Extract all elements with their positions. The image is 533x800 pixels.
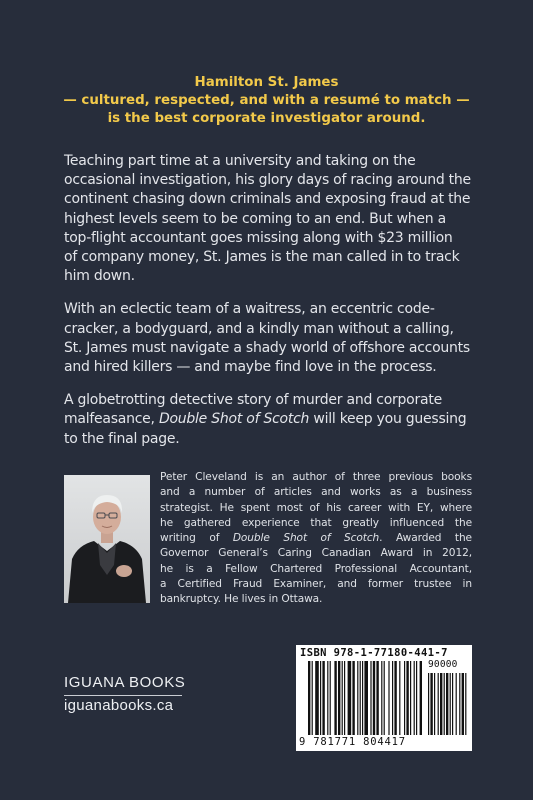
barcode-addon-bar xyxy=(446,673,448,735)
tagline-line-2: — cultured, respected, and with a resumé to match — xyxy=(63,93,470,108)
barcode-bar xyxy=(330,661,331,735)
barcode-addon-bar xyxy=(465,673,466,735)
barcode-bar xyxy=(376,661,378,735)
barcode-bar xyxy=(370,661,371,735)
barcode-bar xyxy=(410,661,411,735)
barcode-bar xyxy=(327,661,328,735)
barcode-addon-bar xyxy=(440,673,442,735)
author-bio xyxy=(160,470,472,608)
barcode-bar xyxy=(384,661,385,735)
synopsis-p2-line: cracker, a bodyguard, and a kindly man without a calling, xyxy=(64,320,454,337)
bio-line: he is a Fellow Chartered Professional Accountant, xyxy=(160,562,472,575)
barcode-bar xyxy=(381,661,382,735)
synopsis-paragraph-2 xyxy=(64,300,474,377)
tagline-line-1: Hamilton St. James xyxy=(194,75,339,90)
bio-line: strategist. He spent most of his career with EY, where xyxy=(160,501,472,514)
bio-line: Peter Cleveland is an author of three previous books xyxy=(160,471,472,483)
synopsis-p3-text: will keep you guessing xyxy=(309,411,467,428)
barcode-addon-bar xyxy=(428,673,429,735)
synopsis-p1-line: top-flight accountant goes missing along with $23 million xyxy=(64,229,453,246)
publisher-url: iguanabooks.ca xyxy=(64,697,174,714)
barcode-bar xyxy=(312,661,313,735)
barcode-bar xyxy=(404,661,405,735)
barcode-bar xyxy=(344,661,345,735)
barcode-bar xyxy=(364,661,368,735)
synopsis-p2-line: St. James must navigate a shady world of offshore accounts xyxy=(64,339,470,356)
barcode-bar xyxy=(406,661,408,735)
barcode-bar xyxy=(322,661,324,735)
synopsis-p1-line: Teaching part time at a university and taking on the xyxy=(64,153,416,169)
barcode-addon-bar xyxy=(462,673,464,735)
barcode-bar xyxy=(348,661,352,735)
tagline-line-3: is the best corporate investigator around. xyxy=(107,111,426,126)
bio-text: . Awarded the xyxy=(379,532,472,545)
bio-line xyxy=(160,531,472,546)
book-title: Double Shot of Scotch xyxy=(232,532,380,545)
barcode-bar xyxy=(338,661,340,735)
barcode-bar xyxy=(357,661,358,735)
isbn-label: ISBN 978-1-77180-441-7 xyxy=(300,647,448,659)
publisher-name: IGUANA BOOKS xyxy=(64,674,186,691)
synopsis xyxy=(64,152,474,463)
bio-line: Governor General’s Caring Canadian Award in 2012, xyxy=(160,547,472,560)
barcode-bar xyxy=(352,661,354,735)
synopsis-p3-line: to the final page. xyxy=(64,430,180,447)
bio-line: he gathered experience that greatly influenced the xyxy=(160,516,472,529)
tagline xyxy=(40,74,493,128)
synopsis-p1-line: occasional investigation, his glory days of racing around the xyxy=(64,172,471,189)
publisher-divider xyxy=(64,695,182,696)
barcode-bar xyxy=(362,661,363,735)
synopsis-p1-line: of company money, St. James is the man called in to track xyxy=(64,249,460,266)
synopsis-paragraph-1 xyxy=(64,152,474,286)
barcode-bar xyxy=(394,661,396,735)
barcode-addon-bar xyxy=(459,673,460,735)
barcode-bar xyxy=(334,661,336,735)
barcode-bar xyxy=(308,661,310,735)
synopsis-p1-line: him down. xyxy=(64,268,135,285)
barcode-addon-bar xyxy=(438,673,439,735)
barcode-bar xyxy=(420,661,422,735)
barcode-bar xyxy=(416,661,417,735)
barcode-bar xyxy=(399,661,400,735)
author-photo xyxy=(64,475,150,603)
barcode-bar xyxy=(388,661,389,735)
synopsis-p3-text: malfeasance, xyxy=(64,411,159,428)
barcode-addon-bar xyxy=(452,673,453,735)
barcode-bar xyxy=(342,661,343,735)
barcode-addon-bar xyxy=(444,673,445,735)
barcode-addon-bar xyxy=(450,673,451,735)
bio-text: writing of xyxy=(160,532,233,545)
barcode-addon-bar xyxy=(434,673,435,735)
book-title: Double Shot of Scotch xyxy=(158,411,310,428)
bio-line: bankruptcy. He lives in Ottawa. xyxy=(160,593,323,606)
synopsis-p3-line: A globetrotting detective story of murder and corporate xyxy=(64,392,442,409)
barcode-bar xyxy=(414,661,415,735)
author-photo-image xyxy=(64,475,150,603)
barcode-digits: 9 781771 804417 xyxy=(299,736,406,748)
barcode-bar xyxy=(373,661,375,735)
isbn-barcode xyxy=(296,645,472,751)
price-code: 90000 xyxy=(428,659,458,670)
synopsis-p3-line xyxy=(64,410,474,429)
barcode-bar xyxy=(392,661,393,735)
synopsis-paragraph-3 xyxy=(64,391,474,449)
synopsis-p2-line: With an eclectic team of a waitress, an eccentric code- xyxy=(64,301,435,318)
synopsis-p2-line: and hired killers — and maybe find love in the process. xyxy=(64,359,437,376)
bio-line: and a number of articles and works as a business xyxy=(160,486,472,499)
bio-line: a Certified Fraud Examiner, and former trustee in xyxy=(160,578,472,591)
barcode-bar xyxy=(315,661,319,735)
barcode-addon-bar xyxy=(456,673,457,735)
barcode-bar xyxy=(320,661,321,735)
synopsis-p1-line: highest levels seem to be coming to an end. But when a xyxy=(64,210,446,227)
barcode-addon-bar xyxy=(430,673,432,735)
barcode-bar xyxy=(360,661,361,735)
synopsis-p1-line: continent chasing down criminals and exposing fraud at the xyxy=(64,191,471,208)
